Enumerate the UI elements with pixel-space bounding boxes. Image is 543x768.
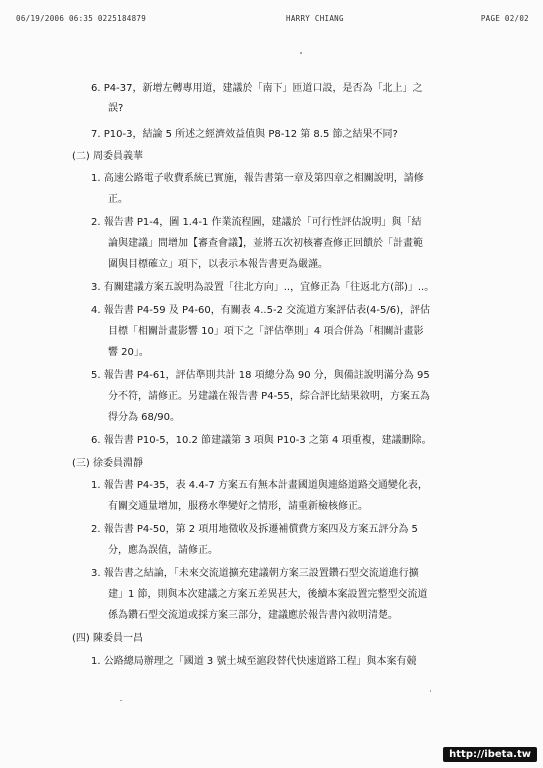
fax-header-datetime: 06/19/2006 06:35 0225184879 (16, 14, 147, 23)
text-line: 有關交通量增加，服務水準變好之情形，請重新檢核修正。 (108, 501, 368, 512)
fax-header-sender: HARRY CHIANG (286, 14, 344, 23)
text-line: 誤? (108, 103, 124, 114)
text-line: 1. 高速公路電子收費系統已實施，報告書第一章及第四章之相關說明，請修 (91, 173, 424, 184)
scan-speck (120, 700, 122, 701)
scan-speck (430, 690, 431, 692)
text-line: 目標「相關計畫影響 10」項下之「評估準則」4 項合併為「相關計畫影 (108, 326, 424, 337)
fax-header (16, 14, 533, 28)
text-line: 正。 (108, 194, 128, 205)
text-line: 1. 報告書 P4-35，表 4.4-7 方案五有無本計畫國道與連絡道路交通變化表， (91, 480, 428, 491)
text-line: 係為鑽石型交流道或採方案三部分，建議應於報告書內敘明清楚。 (108, 610, 398, 621)
text-line: 建」1 節，則與本次建議之方案五差異甚大，後續本案設置完整型交流道 (108, 589, 428, 600)
text-line: 6. 報告書 P10-5，10.2 節建議第 3 項與 P10-3 之第 4 項重複，建議刪除。 (91, 435, 432, 446)
site-watermark: http://ibeta.tw (443, 747, 537, 762)
text-line: 論與建議」間增加【審查會議】，並將五次初核審查修正回饋於「計畫範 (108, 238, 423, 249)
text-line: 3. 有關建議方案五說明為設置「往北方向」..，宜修正為「往返北方(部)」..。 (91, 282, 435, 293)
text-line: 1. 公路總局辦理之「國道 3 號土城至滬段替代快速道路工程」與本案有競 (91, 656, 417, 667)
text-line: 3. 報告書之結論，「未來交流道擴充建議朝方案三設置鑽石型交流道進行擴 (91, 568, 419, 579)
text-line: 6. P4-37，新增左轉專用道，建議於「南下」匝道口設，是否為「北上」之 (91, 83, 423, 94)
text-line: 2. 報告書 P4-50，第 2 項用地徵收及拆遷補償費方案四及方案五評分為 5 (91, 524, 418, 535)
section-heading: (四) 陳委員一昌 (72, 633, 143, 644)
text-line: 2. 報告書 P1-4，圖 1.4-1 作業流程圖，建議於「可行性評估說明」與「結 (91, 217, 422, 228)
fax-header-page: PAGE 02/02 (480, 14, 529, 23)
text-line: 5. 報告書 P4-61，評估準則共計 18 項總分為 90 分，與備註說明滿分為 95 (91, 370, 430, 381)
text-line: 分不符，請修正。另建議在報告書 P4-55，綜合評比結果敘明，方案五為 (108, 391, 430, 402)
text-line: 響 20」。 (108, 347, 149, 358)
section-heading: (三) 徐委員淵靜 (72, 458, 143, 469)
text-line: 得分為 68/90。 (108, 412, 180, 423)
scan-speck (300, 52, 302, 54)
text-line: 7. P10-3，結論 5 所述之經濟效益值與 P8-12 第 8.5 節之結果不同? (91, 129, 398, 140)
section-heading: (二) 周委員義華 (72, 151, 143, 162)
text-line: 分，應為誤值，請修正。 (108, 545, 218, 556)
text-line: 4. 報告書 P4-59 及 P4-60，有關表 4..5-2 交流道方案評估表(4-5/6)，評估 (91, 305, 430, 316)
text-line: 圍與目標確立」項下，以表示本報告書更為嚴謹。 (108, 259, 328, 270)
